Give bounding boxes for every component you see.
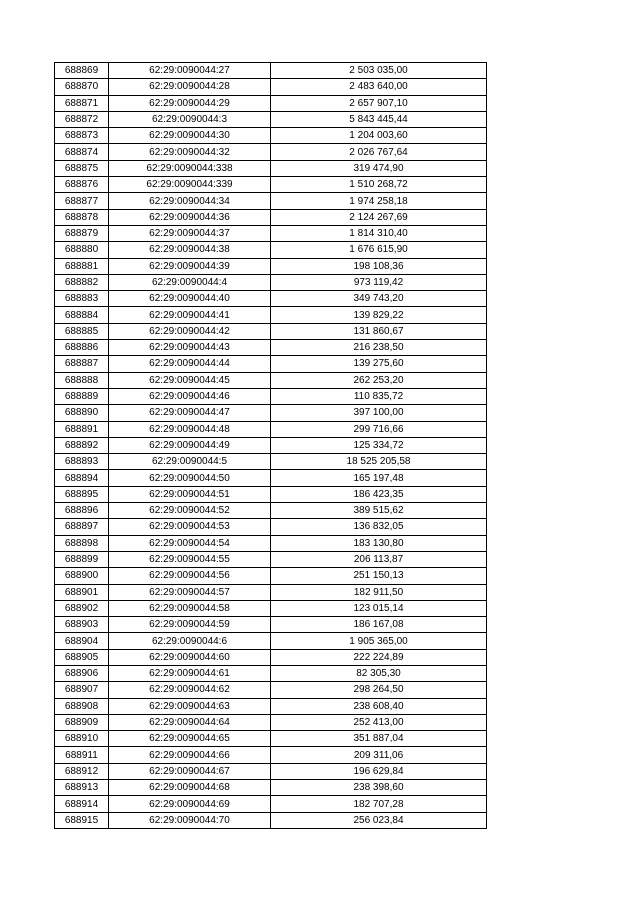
row-number-cell: 688879 bbox=[55, 225, 109, 241]
value-cell: 206 113,87 bbox=[271, 551, 487, 567]
row-number-cell: 688900 bbox=[55, 568, 109, 584]
row-number-cell: 688896 bbox=[55, 503, 109, 519]
table-row bbox=[55, 388, 487, 404]
row-number-cell: 688906 bbox=[55, 665, 109, 681]
table-row bbox=[55, 242, 487, 258]
table-row bbox=[55, 79, 487, 95]
value-cell: 319 474,90 bbox=[271, 160, 487, 176]
table-row bbox=[55, 665, 487, 681]
value-cell: 5 843 445,44 bbox=[271, 111, 487, 127]
cadastral-number-cell: 62:29:0090044:46 bbox=[109, 388, 271, 404]
value-cell: 209 311,06 bbox=[271, 747, 487, 763]
value-cell: 298 264,50 bbox=[271, 682, 487, 698]
table-row bbox=[55, 291, 487, 307]
value-cell: 198 108,36 bbox=[271, 258, 487, 274]
table-row bbox=[55, 780, 487, 796]
value-cell: 186 167,08 bbox=[271, 617, 487, 633]
value-cell: 1 974 258,18 bbox=[271, 193, 487, 209]
value-cell: 222 224,89 bbox=[271, 649, 487, 665]
cadastral-number-cell: 62:29:0090044:3 bbox=[109, 111, 271, 127]
row-number-cell: 688895 bbox=[55, 486, 109, 502]
row-number-cell: 688876 bbox=[55, 177, 109, 193]
cadastral-number-cell: 62:29:0090044:63 bbox=[109, 698, 271, 714]
row-number-cell: 688902 bbox=[55, 600, 109, 616]
row-number-cell: 688904 bbox=[55, 633, 109, 649]
cadastral-number-cell: 62:29:0090044:5 bbox=[109, 454, 271, 470]
row-number-cell: 688915 bbox=[55, 812, 109, 828]
value-cell: 973 119,42 bbox=[271, 274, 487, 290]
cadastral-number-cell: 62:29:0090044:55 bbox=[109, 551, 271, 567]
value-cell: 123 015,14 bbox=[271, 600, 487, 616]
value-cell: 238 608,40 bbox=[271, 698, 487, 714]
table-row bbox=[55, 356, 487, 372]
row-number-cell: 688871 bbox=[55, 95, 109, 111]
table-row bbox=[55, 258, 487, 274]
cadastral-number-cell: 62:29:0090044:49 bbox=[109, 437, 271, 453]
table-row bbox=[55, 144, 487, 160]
table-row bbox=[55, 177, 487, 193]
cadastral-number-cell: 62:29:0090044:39 bbox=[109, 258, 271, 274]
value-cell: 389 515,62 bbox=[271, 503, 487, 519]
table-row bbox=[55, 747, 487, 763]
cadastral-number-cell: 62:29:0090044:66 bbox=[109, 747, 271, 763]
row-number-cell: 688909 bbox=[55, 714, 109, 730]
cadastral-number-cell: 62:29:0090044:34 bbox=[109, 193, 271, 209]
row-number-cell: 688877 bbox=[55, 193, 109, 209]
cadastral-number-cell: 62:29:0090044:65 bbox=[109, 731, 271, 747]
cadastral-number-cell: 62:29:0090044:41 bbox=[109, 307, 271, 323]
cadastral-number-cell: 62:29:0090044:45 bbox=[109, 372, 271, 388]
row-number-cell: 688913 bbox=[55, 780, 109, 796]
row-number-cell: 688907 bbox=[55, 682, 109, 698]
cadastral-number-cell: 62:29:0090044:30 bbox=[109, 128, 271, 144]
table-row bbox=[55, 503, 487, 519]
table-row bbox=[55, 63, 487, 79]
row-number-cell: 688869 bbox=[55, 63, 109, 79]
data-table bbox=[54, 62, 487, 829]
row-number-cell: 688872 bbox=[55, 111, 109, 127]
table-row bbox=[55, 209, 487, 225]
table-row bbox=[55, 535, 487, 551]
table-row bbox=[55, 470, 487, 486]
table-row bbox=[55, 225, 487, 241]
row-number-cell: 688870 bbox=[55, 79, 109, 95]
cadastral-number-cell: 62:29:0090044:67 bbox=[109, 763, 271, 779]
cadastral-number-cell: 62:29:0090044:4 bbox=[109, 274, 271, 290]
table-row bbox=[55, 372, 487, 388]
table-row bbox=[55, 796, 487, 812]
cadastral-number-cell: 62:29:0090044:69 bbox=[109, 796, 271, 812]
row-number-cell: 688873 bbox=[55, 128, 109, 144]
value-cell: 2 124 267,69 bbox=[271, 209, 487, 225]
row-number-cell: 688883 bbox=[55, 291, 109, 307]
row-number-cell: 688905 bbox=[55, 649, 109, 665]
value-cell: 1 814 310,40 bbox=[271, 225, 487, 241]
table-row bbox=[55, 682, 487, 698]
table-row bbox=[55, 454, 487, 470]
value-cell: 252 413,00 bbox=[271, 714, 487, 730]
table-row bbox=[55, 193, 487, 209]
table-row bbox=[55, 584, 487, 600]
cadastral-number-cell: 62:29:0090044:29 bbox=[109, 95, 271, 111]
table-row bbox=[55, 486, 487, 502]
value-cell: 351 887,04 bbox=[271, 731, 487, 747]
value-cell: 262 253,20 bbox=[271, 372, 487, 388]
row-number-cell: 688892 bbox=[55, 437, 109, 453]
table-row bbox=[55, 551, 487, 567]
cadastral-number-cell: 62:29:0090044:53 bbox=[109, 519, 271, 535]
table-row bbox=[55, 323, 487, 339]
value-cell: 18 525 205,58 bbox=[271, 454, 487, 470]
row-number-cell: 688910 bbox=[55, 731, 109, 747]
cadastral-number-cell: 62:29:0090044:40 bbox=[109, 291, 271, 307]
cadastral-number-cell: 62:29:0090044:43 bbox=[109, 340, 271, 356]
table-row bbox=[55, 160, 487, 176]
cadastral-number-cell: 62:29:0090044:37 bbox=[109, 225, 271, 241]
row-number-cell: 688878 bbox=[55, 209, 109, 225]
row-number-cell: 688898 bbox=[55, 535, 109, 551]
row-number-cell: 688875 bbox=[55, 160, 109, 176]
table-row bbox=[55, 405, 487, 421]
value-cell: 186 423,35 bbox=[271, 486, 487, 502]
cadastral-number-cell: 62:29:0090044:27 bbox=[109, 63, 271, 79]
row-number-cell: 688891 bbox=[55, 421, 109, 437]
table-row bbox=[55, 649, 487, 665]
value-cell: 82 305,30 bbox=[271, 665, 487, 681]
value-cell: 299 716,66 bbox=[271, 421, 487, 437]
row-number-cell: 688880 bbox=[55, 242, 109, 258]
row-number-cell: 688914 bbox=[55, 796, 109, 812]
table-row bbox=[55, 111, 487, 127]
value-cell: 1 204 003,60 bbox=[271, 128, 487, 144]
row-number-cell: 688890 bbox=[55, 405, 109, 421]
cadastral-number-cell: 62:29:0090044:28 bbox=[109, 79, 271, 95]
cadastral-number-cell: 62:29:0090044:70 bbox=[109, 812, 271, 828]
table-row bbox=[55, 633, 487, 649]
row-number-cell: 688899 bbox=[55, 551, 109, 567]
table-row bbox=[55, 731, 487, 747]
table-row bbox=[55, 698, 487, 714]
value-cell: 349 743,20 bbox=[271, 291, 487, 307]
table-row bbox=[55, 95, 487, 111]
row-number-cell: 688887 bbox=[55, 356, 109, 372]
table-row bbox=[55, 714, 487, 730]
row-number-cell: 688884 bbox=[55, 307, 109, 323]
value-cell: 182 911,50 bbox=[271, 584, 487, 600]
cadastral-number-cell: 62:29:0090044:42 bbox=[109, 323, 271, 339]
cadastral-number-cell: 62:29:0090044:48 bbox=[109, 421, 271, 437]
row-number-cell: 688888 bbox=[55, 372, 109, 388]
row-number-cell: 688901 bbox=[55, 584, 109, 600]
table-row bbox=[55, 340, 487, 356]
cadastral-number-cell: 62:29:0090044:50 bbox=[109, 470, 271, 486]
table-row bbox=[55, 437, 487, 453]
value-cell: 136 832,05 bbox=[271, 519, 487, 535]
value-cell: 131 860,67 bbox=[271, 323, 487, 339]
cadastral-number-cell: 62:29:0090044:44 bbox=[109, 356, 271, 372]
row-number-cell: 688886 bbox=[55, 340, 109, 356]
cadastral-number-cell: 62:29:0090044:54 bbox=[109, 535, 271, 551]
row-number-cell: 688889 bbox=[55, 388, 109, 404]
row-number-cell: 688911 bbox=[55, 747, 109, 763]
value-cell: 139 829,22 bbox=[271, 307, 487, 323]
row-number-cell: 688885 bbox=[55, 323, 109, 339]
row-number-cell: 688912 bbox=[55, 763, 109, 779]
value-cell: 110 835,72 bbox=[271, 388, 487, 404]
row-number-cell: 688893 bbox=[55, 454, 109, 470]
cadastral-number-cell: 62:29:0090044:36 bbox=[109, 209, 271, 225]
cadastral-number-cell: 62:29:0090044:32 bbox=[109, 144, 271, 160]
value-cell: 2 483 640,00 bbox=[271, 79, 487, 95]
cadastral-number-cell: 62:29:0090044:339 bbox=[109, 177, 271, 193]
row-number-cell: 688903 bbox=[55, 617, 109, 633]
value-cell: 165 197,48 bbox=[271, 470, 487, 486]
cadastral-number-cell: 62:29:0090044:6 bbox=[109, 633, 271, 649]
cadastral-number-cell: 62:29:0090044:51 bbox=[109, 486, 271, 502]
row-number-cell: 688894 bbox=[55, 470, 109, 486]
table-row bbox=[55, 274, 487, 290]
cadastral-number-cell: 62:29:0090044:56 bbox=[109, 568, 271, 584]
table-row bbox=[55, 421, 487, 437]
cadastral-number-cell: 62:29:0090044:52 bbox=[109, 503, 271, 519]
table-row bbox=[55, 763, 487, 779]
value-cell: 238 398,60 bbox=[271, 780, 487, 796]
cadastral-number-cell: 62:29:0090044:68 bbox=[109, 780, 271, 796]
row-number-cell: 688908 bbox=[55, 698, 109, 714]
value-cell: 1 905 365,00 bbox=[271, 633, 487, 649]
value-cell: 125 334,72 bbox=[271, 437, 487, 453]
table-row bbox=[55, 600, 487, 616]
value-cell: 182 707,28 bbox=[271, 796, 487, 812]
table-row bbox=[55, 519, 487, 535]
table-row bbox=[55, 568, 487, 584]
cadastral-number-cell: 62:29:0090044:64 bbox=[109, 714, 271, 730]
table-row bbox=[55, 812, 487, 828]
cadastral-number-cell: 62:29:0090044:38 bbox=[109, 242, 271, 258]
value-cell: 2 026 767,64 bbox=[271, 144, 487, 160]
value-cell: 2 657 907,10 bbox=[271, 95, 487, 111]
value-cell: 216 238,50 bbox=[271, 340, 487, 356]
value-cell: 1 676 615,90 bbox=[271, 242, 487, 258]
cadastral-number-cell: 62:29:0090044:59 bbox=[109, 617, 271, 633]
cadastral-number-cell: 62:29:0090044:47 bbox=[109, 405, 271, 421]
value-cell: 256 023,84 bbox=[271, 812, 487, 828]
row-number-cell: 688881 bbox=[55, 258, 109, 274]
value-cell: 1 510 268,72 bbox=[271, 177, 487, 193]
cadastral-number-cell: 62:29:0090044:338 bbox=[109, 160, 271, 176]
value-cell: 196 629,84 bbox=[271, 763, 487, 779]
table-body bbox=[55, 63, 487, 829]
cadastral-number-cell: 62:29:0090044:61 bbox=[109, 665, 271, 681]
row-number-cell: 688882 bbox=[55, 274, 109, 290]
cadastral-number-cell: 62:29:0090044:62 bbox=[109, 682, 271, 698]
value-cell: 397 100,00 bbox=[271, 405, 487, 421]
row-number-cell: 688897 bbox=[55, 519, 109, 535]
table-row bbox=[55, 128, 487, 144]
row-number-cell: 688874 bbox=[55, 144, 109, 160]
cadastral-number-cell: 62:29:0090044:57 bbox=[109, 584, 271, 600]
cadastral-number-cell: 62:29:0090044:60 bbox=[109, 649, 271, 665]
table-row bbox=[55, 617, 487, 633]
table-row bbox=[55, 307, 487, 323]
value-cell: 139 275,60 bbox=[271, 356, 487, 372]
value-cell: 2 503 035,00 bbox=[271, 63, 487, 79]
cadastral-number-cell: 62:29:0090044:58 bbox=[109, 600, 271, 616]
value-cell: 183 130,80 bbox=[271, 535, 487, 551]
value-cell: 251 150,13 bbox=[271, 568, 487, 584]
